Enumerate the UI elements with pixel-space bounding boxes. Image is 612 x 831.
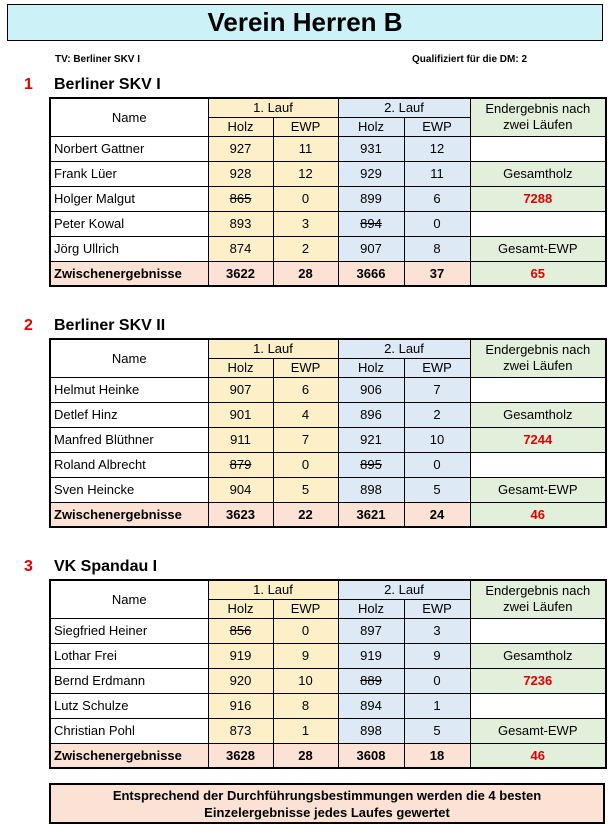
run1-holz: 907 xyxy=(208,377,273,402)
run2-holz-header: Holz xyxy=(338,117,404,136)
player-name: Bernd Erdmann xyxy=(50,668,208,693)
run2-holz: 919 xyxy=(338,643,404,668)
player-name: Helmut Heinke xyxy=(50,377,208,402)
run2-holz: 931 xyxy=(338,136,404,161)
summary-row xyxy=(50,261,606,286)
player-row xyxy=(50,161,606,186)
rules-note xyxy=(49,783,605,824)
summary-label: Zwischenergebnisse xyxy=(50,261,208,286)
summary-run2-holz: 3621 xyxy=(338,502,404,527)
run1-ewp: 8 xyxy=(273,693,338,718)
summary-run2-ewp: 37 xyxy=(404,261,470,286)
run2-ewp: 8 xyxy=(404,236,470,261)
run2-ewp: 12 xyxy=(404,136,470,161)
run1-ewp-header: EWP xyxy=(273,358,338,377)
player-name: Roland Albrecht xyxy=(50,452,208,477)
player-name: Sven Heincke xyxy=(50,477,208,502)
run2-header: 2. Lauf xyxy=(338,339,470,358)
run2-holz: 929 xyxy=(338,161,404,186)
run2-holz: 898 xyxy=(338,718,404,743)
run2-ewp: 3 xyxy=(404,618,470,643)
end-result-header-line-2: zwei Läufen xyxy=(503,358,573,374)
player-row xyxy=(50,136,606,161)
player-name: Norbert Gattner xyxy=(50,136,208,161)
run2-holz: 906 xyxy=(338,377,404,402)
run2-holz: 921 xyxy=(338,427,404,452)
team-results-table xyxy=(49,338,607,528)
team-results-table xyxy=(49,579,607,769)
name-header: Name xyxy=(50,98,208,136)
end-result-cell xyxy=(470,136,606,161)
player-name: Jörg Ullrich xyxy=(50,236,208,261)
player-name: Christian Pohl xyxy=(50,718,208,743)
name-header: Name xyxy=(50,580,208,618)
run1-ewp: 12 xyxy=(273,161,338,186)
player-row xyxy=(50,427,606,452)
player-name: Peter Kowal xyxy=(50,211,208,236)
run1-ewp: 11 xyxy=(273,136,338,161)
run2-ewp-header: EWP xyxy=(404,358,470,377)
run1-holz: 901 xyxy=(208,402,273,427)
summary-run2-ewp: 24 xyxy=(404,502,470,527)
run2-holz: 899 xyxy=(338,186,404,211)
end-result-cell xyxy=(470,693,606,718)
end-result-header-line-1: Endergebnis nach xyxy=(485,101,591,117)
run2-ewp: 6 xyxy=(404,186,470,211)
team-name: VK Spandau I xyxy=(54,558,158,575)
run2-ewp-header: EWP xyxy=(404,599,470,618)
run1-holz: 856 xyxy=(208,618,273,643)
player-name: Lothar Frei xyxy=(50,643,208,668)
team-rank: 3 xyxy=(24,558,33,575)
summary-label: Zwischenergebnisse xyxy=(50,743,208,768)
player-row xyxy=(50,643,606,668)
run1-ewp: 9 xyxy=(273,643,338,668)
run1-holz: 919 xyxy=(208,643,273,668)
summary-total-ewp: 46 xyxy=(470,743,606,768)
run1-holz: 874 xyxy=(208,236,273,261)
run2-holz-header: Holz xyxy=(338,599,404,618)
run1-ewp: 0 xyxy=(273,618,338,643)
player-row xyxy=(50,186,606,211)
player-name: Manfred Blüthner xyxy=(50,427,208,452)
run1-header: 1. Lauf xyxy=(208,98,338,117)
player-row xyxy=(50,236,606,261)
end-result-cell: Gesamt-EWP xyxy=(470,236,606,261)
run2-ewp: 0 xyxy=(404,668,470,693)
end-result-header-line-1: Endergebnis nach xyxy=(485,342,591,358)
player-row xyxy=(50,668,606,693)
run2-ewp: 7 xyxy=(404,377,470,402)
run1-holz: 879 xyxy=(208,452,273,477)
run2-ewp: 5 xyxy=(404,477,470,502)
team-rank: 1 xyxy=(24,76,33,93)
name-header: Name xyxy=(50,339,208,377)
player-row xyxy=(50,693,606,718)
tv-label: TV: Berliner SKV I xyxy=(55,54,141,65)
end-result-cell: Gesamtholz xyxy=(470,402,606,427)
end-result-cell: Gesamt-EWP xyxy=(470,477,606,502)
run1-holz: 916 xyxy=(208,693,273,718)
run2-ewp: 11 xyxy=(404,161,470,186)
summary-total-ewp: 65 xyxy=(470,261,606,286)
run1-holz-header: Holz xyxy=(208,358,273,377)
end-result-cell xyxy=(470,211,606,236)
end-result-cell xyxy=(470,618,606,643)
run2-ewp: 10 xyxy=(404,427,470,452)
summary-run1-holz: 3622 xyxy=(208,261,273,286)
run2-holz: 896 xyxy=(338,402,404,427)
run1-ewp: 10 xyxy=(273,668,338,693)
qualified-label: Qualifiziert für die DM: 2 xyxy=(412,54,528,65)
run1-ewp: 5 xyxy=(273,477,338,502)
team-results-table xyxy=(49,97,607,287)
run2-holz: 907 xyxy=(338,236,404,261)
run2-ewp: 9 xyxy=(404,643,470,668)
end-result-cell xyxy=(470,377,606,402)
run2-holz: 897 xyxy=(338,618,404,643)
run1-ewp: 4 xyxy=(273,402,338,427)
run1-ewp: 7 xyxy=(273,427,338,452)
run1-ewp: 3 xyxy=(273,211,338,236)
summary-run1-ewp: 22 xyxy=(273,502,338,527)
player-name: Siegfried Heiner xyxy=(50,618,208,643)
run2-holz-header: Holz xyxy=(338,358,404,377)
run2-holz: 898 xyxy=(338,477,404,502)
run2-ewp: 0 xyxy=(404,452,470,477)
run2-holz: 895 xyxy=(338,452,404,477)
player-row xyxy=(50,477,606,502)
player-row xyxy=(50,452,606,477)
run1-ewp: 6 xyxy=(273,377,338,402)
summary-run1-holz: 3623 xyxy=(208,502,273,527)
run1-holz: 893 xyxy=(208,211,273,236)
run2-ewp: 2 xyxy=(404,402,470,427)
run1-ewp-header: EWP xyxy=(273,117,338,136)
end-result-header-line-2: zwei Läufen xyxy=(503,117,573,133)
summary-total-ewp: 46 xyxy=(470,502,606,527)
summary-run2-holz: 3666 xyxy=(338,261,404,286)
run1-holz: 927 xyxy=(208,136,273,161)
run1-holz: 920 xyxy=(208,668,273,693)
end-result-cell: Gesamtholz xyxy=(470,643,606,668)
end-result-header xyxy=(470,98,606,136)
summary-run2-ewp: 18 xyxy=(404,743,470,768)
player-row xyxy=(50,718,606,743)
end-result-cell: 7288 xyxy=(470,186,606,211)
run2-header: 2. Lauf xyxy=(338,580,470,599)
player-row xyxy=(50,402,606,427)
player-row xyxy=(50,618,606,643)
run1-holz: 865 xyxy=(208,186,273,211)
rules-note-line-2: Einzelergebnisse jedes Laufes gewertet xyxy=(204,805,450,820)
team-name: Berliner SKV I xyxy=(54,76,161,93)
run1-holz-header: Holz xyxy=(208,599,273,618)
run1-holz: 928 xyxy=(208,161,273,186)
player-name: Detlef Hinz xyxy=(50,402,208,427)
run2-header: 2. Lauf xyxy=(338,98,470,117)
run1-holz: 904 xyxy=(208,477,273,502)
run2-holz: 889 xyxy=(338,668,404,693)
end-result-cell xyxy=(470,452,606,477)
run2-holz: 894 xyxy=(338,693,404,718)
run2-holz: 894 xyxy=(338,211,404,236)
run1-ewp: 0 xyxy=(273,186,338,211)
end-result-header xyxy=(470,580,606,618)
summary-run2-holz: 3608 xyxy=(338,743,404,768)
summary-row xyxy=(50,502,606,527)
end-result-cell: 7236 xyxy=(470,668,606,693)
run1-header: 1. Lauf xyxy=(208,580,338,599)
team-name: Berliner SKV II xyxy=(54,317,166,334)
summary-label: Zwischenergebnisse xyxy=(50,502,208,527)
player-row xyxy=(50,211,606,236)
player-name: Frank Lüer xyxy=(50,161,208,186)
run1-ewp: 2 xyxy=(273,236,338,261)
rules-note-line-1: Entsprechend der Durchführungsbestimmungen werden die 4 besten xyxy=(112,788,542,803)
summary-run1-ewp: 28 xyxy=(273,743,338,768)
end-result-header xyxy=(470,339,606,377)
run2-ewp: 0 xyxy=(404,211,470,236)
end-result-header-line-1: Endergebnis nach xyxy=(485,583,591,599)
player-row xyxy=(50,377,606,402)
run1-header: 1. Lauf xyxy=(208,339,338,358)
end-result-cell: 7244 xyxy=(470,427,606,452)
end-result-cell: Gesamtholz xyxy=(470,161,606,186)
page-title: Verein Herren B xyxy=(7,4,603,41)
summary-row xyxy=(50,743,606,768)
run1-holz: 873 xyxy=(208,718,273,743)
run1-holz: 911 xyxy=(208,427,273,452)
player-name: Holger Malgut xyxy=(50,186,208,211)
player-name: Lutz Schulze xyxy=(50,693,208,718)
run1-ewp: 1 xyxy=(273,718,338,743)
summary-run1-holz: 3628 xyxy=(208,743,273,768)
run1-ewp: 0 xyxy=(273,452,338,477)
team-rank: 2 xyxy=(24,317,33,334)
run2-ewp-header: EWP xyxy=(404,117,470,136)
end-result-header-line-2: zwei Läufen xyxy=(503,599,573,615)
end-result-cell: Gesamt-EWP xyxy=(470,718,606,743)
run2-ewp: 1 xyxy=(404,693,470,718)
run1-holz-header: Holz xyxy=(208,117,273,136)
run1-ewp-header: EWP xyxy=(273,599,338,618)
summary-run1-ewp: 28 xyxy=(273,261,338,286)
run2-ewp: 5 xyxy=(404,718,470,743)
